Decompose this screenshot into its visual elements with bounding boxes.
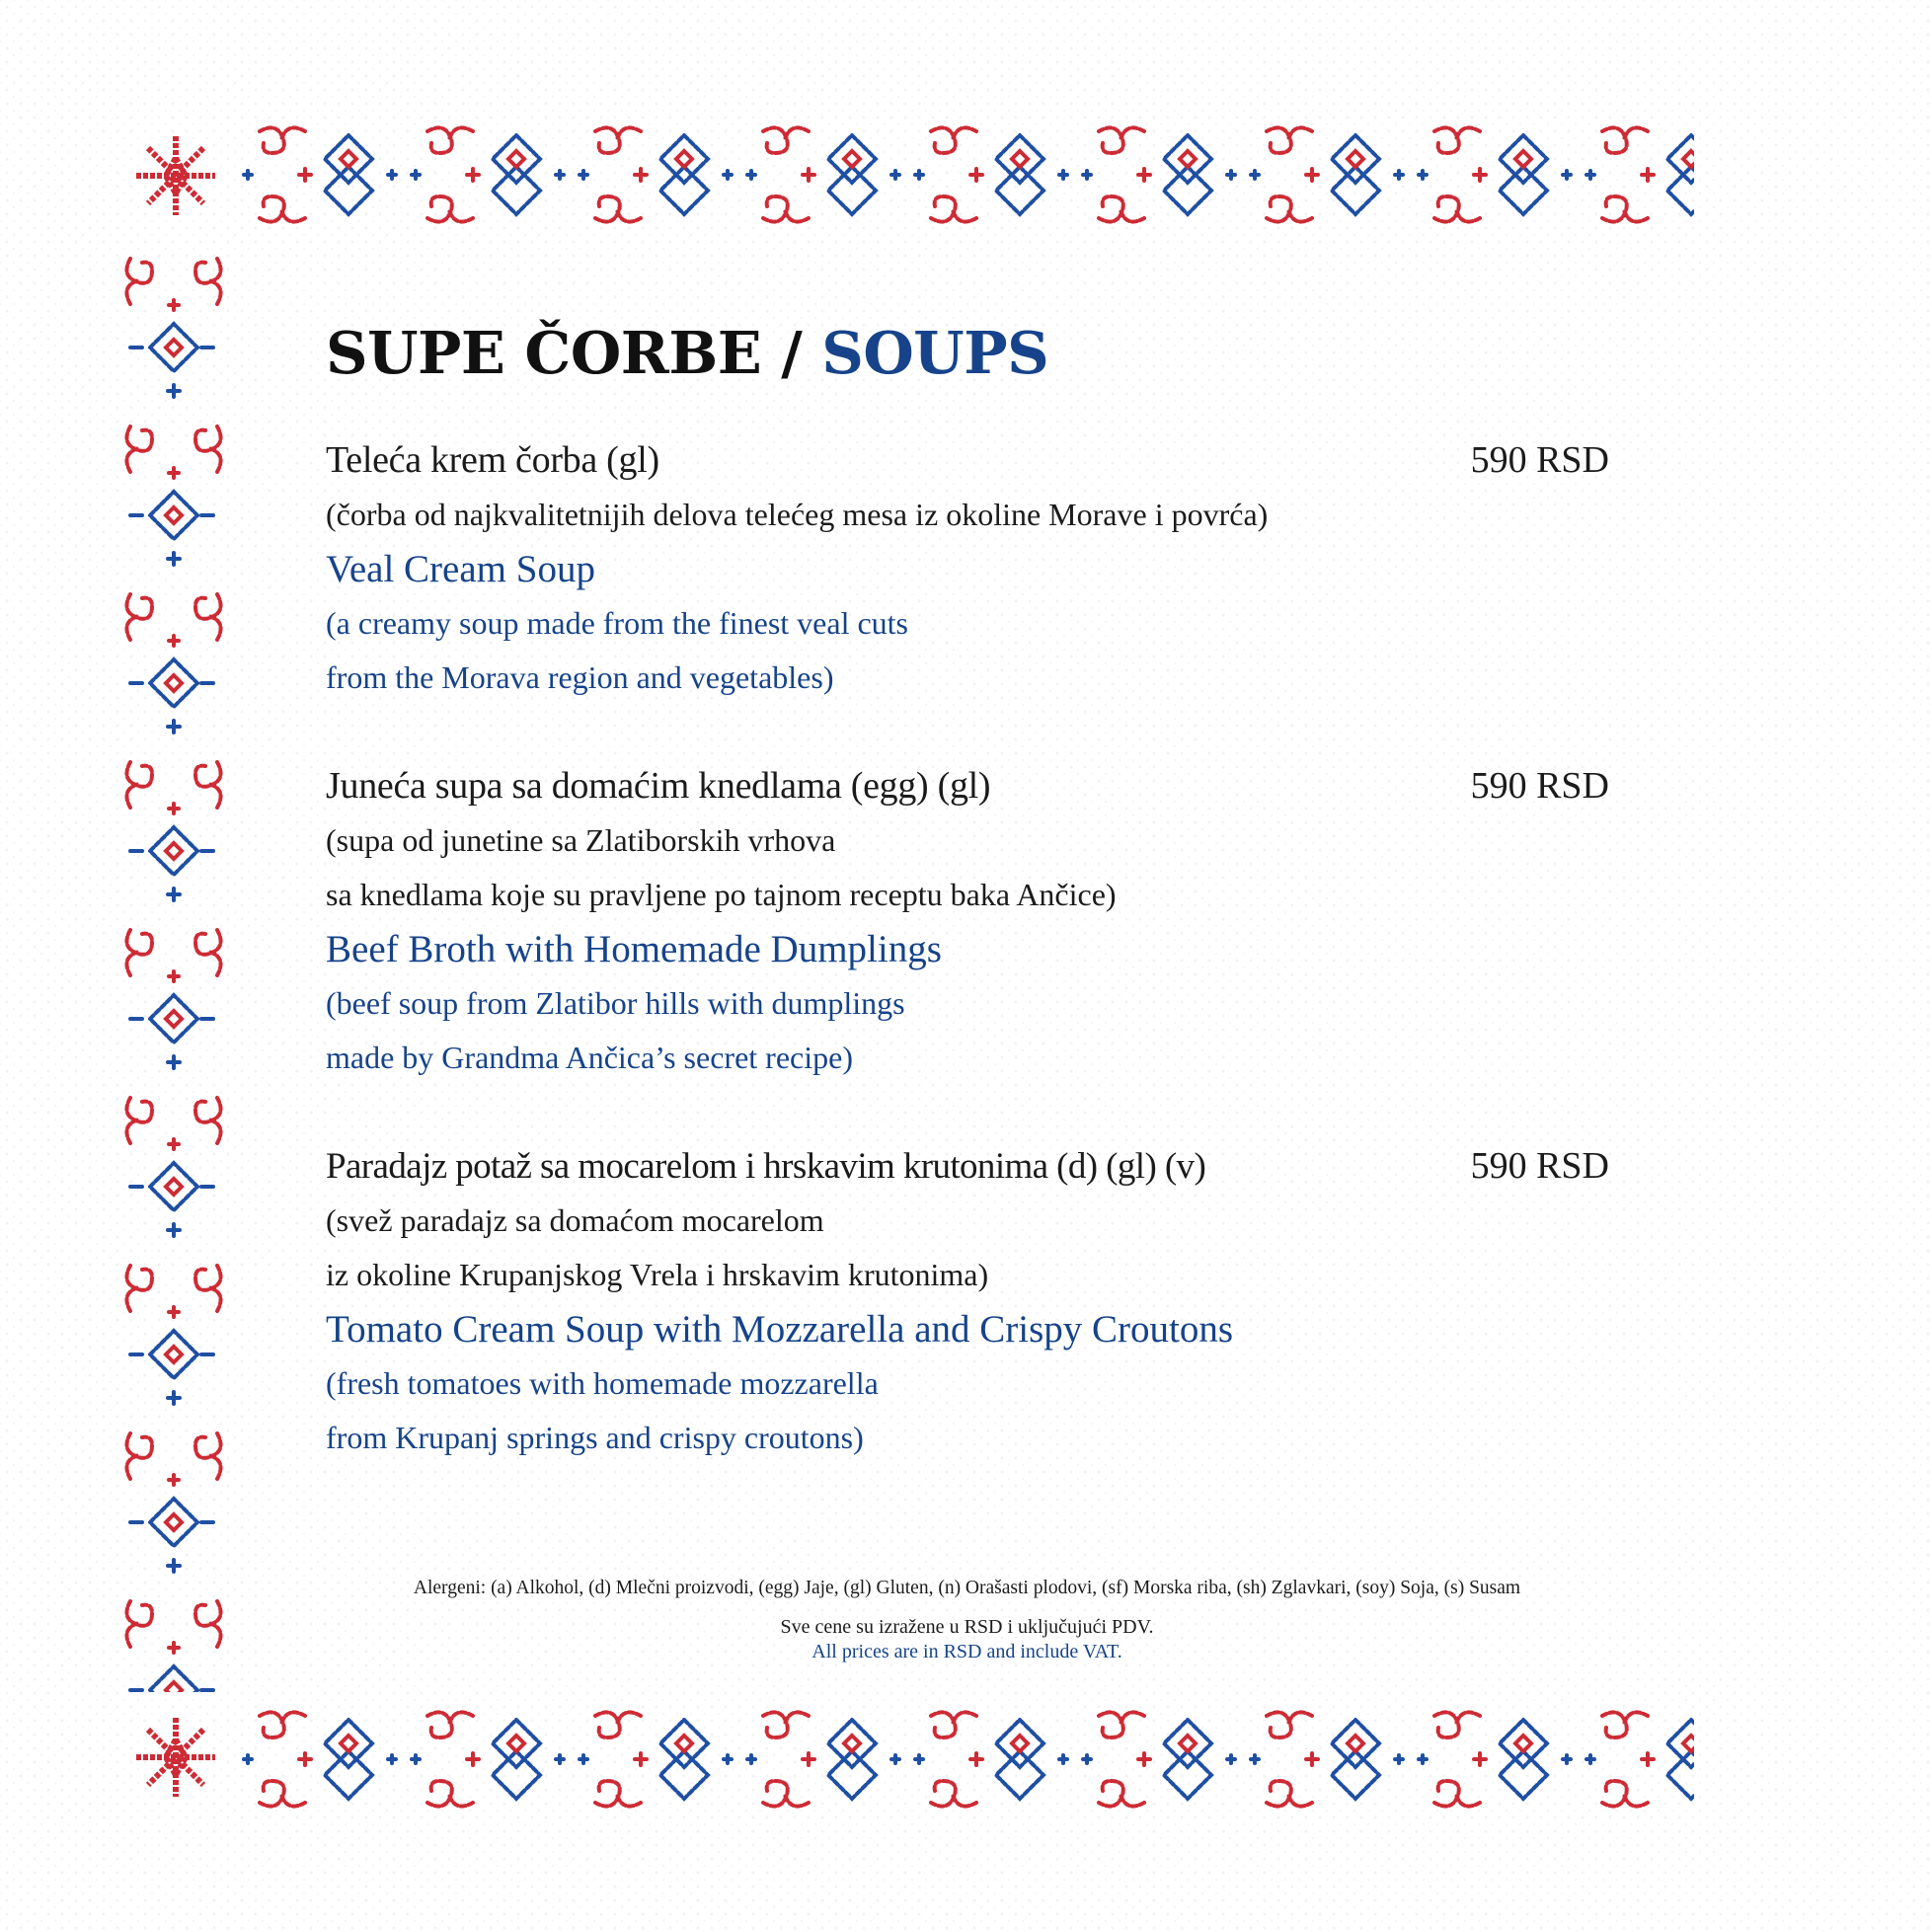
dish-price: 590 RSD (1470, 439, 1609, 481)
embroidery-border-top (240, 112, 1694, 238)
snowflake-star-icon (130, 130, 221, 221)
menu-item (326, 1139, 1609, 1465)
dish-description-serbian: (svež paradajz sa domaćom mocarelom (326, 1202, 824, 1238)
dish-price: 590 RSD (1470, 765, 1609, 807)
allergen-legend: Alergeni: (a) Alkohol, (d) Mlečni proizvodi, (egg) Jaje, (gl) Gluten, (n) Orašasti plodovi, (sf) Morska riba, (sh) Zglavkari, (soy) Soja, (s) Susam (413, 1578, 1521, 1598)
dish-description-serbian: sa knedlama koje su pravljene po tajnom receptu baka Ančice) (326, 877, 1117, 912)
title-serbian: SUPE ČORBE / (326, 319, 822, 387)
vat-note-english: All prices are in RSD and include VAT. (811, 1641, 1122, 1662)
vat-note-serbian: Sve cene su izražene u RSD i uključujući PDV. (780, 1616, 1154, 1638)
dish-description-english: (beef soup from Zlatibor hills with dumplings (326, 985, 905, 1021)
dish-name-english: Beef Broth with Homemade Dumplings (326, 928, 942, 970)
dish-description-english: (fresh tomatoes with homemade mozzarella (326, 1365, 879, 1401)
dish-description-serbian: (čorba od najkvalitetnijih delova telećeg mesa iz okoline Morave i povrća) (326, 497, 1269, 532)
menu-item (326, 433, 1609, 705)
dish-description-serbian: iz okoline Krupanjskog Vrela i hrskavim krutonima) (326, 1257, 989, 1292)
dish-description-english: made by Grandma Ančica’s secret recipe) (326, 1040, 853, 1075)
dish-description-english: from the Morava region and vegetables) (326, 659, 834, 695)
embroidery-border-left (111, 239, 237, 1692)
dish-name-serbian: Juneća supa sa domaćim knedlama (egg) (gl) (326, 765, 991, 807)
dish-name-serbian: Teleća krem čorba (gl) (326, 439, 659, 481)
embroidery-border-bottom (240, 1696, 1694, 1822)
dish-description-english: from Krupanj springs and crispy croutons) (326, 1420, 864, 1455)
dish-name-serbian: Paradajz potaž sa mocarelom i hrskavim krutonima (d) (gl) (v) (326, 1146, 1206, 1187)
dish-description-english: (a creamy soup made from the finest veal cuts (326, 605, 908, 641)
dish-name-english: Tomato Cream Soup with Mozzarella and Crispy Croutons (326, 1308, 1234, 1351)
menu-item (326, 759, 1609, 1085)
snowflake-star-icon (130, 1712, 221, 1803)
menu-content (326, 306, 1609, 1465)
dish-name-english: Veal Cream Soup (326, 548, 595, 590)
dish-description-serbian: (supa od junetine sa Zlatiborskih vrhova (326, 822, 836, 858)
page-title (326, 306, 1609, 401)
title-english: SOUPS (821, 319, 1049, 387)
dish-price: 590 RSD (1470, 1145, 1609, 1187)
